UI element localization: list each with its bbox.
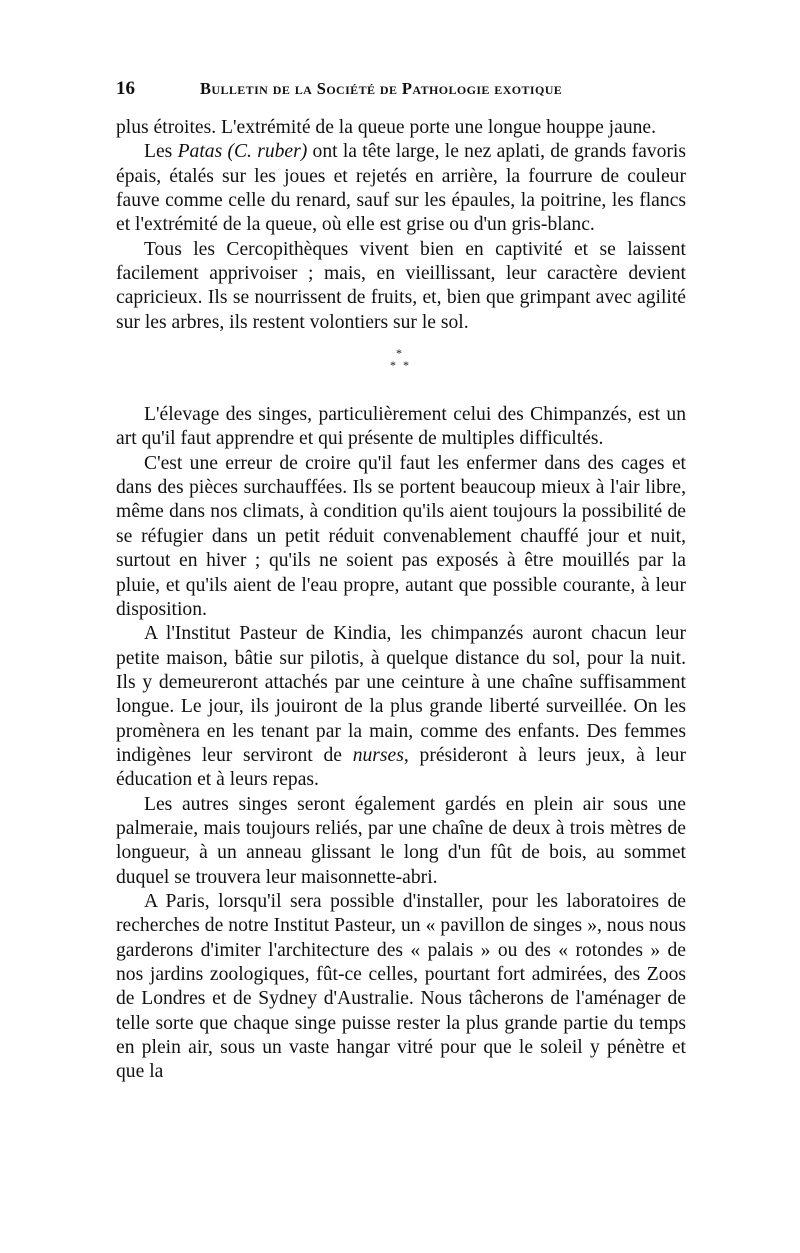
section-elevage-singes [116,403,686,1085]
paragraph-text: Les [144,141,178,163]
asterism-star: * [403,358,409,373]
italic-text: Patas (C. ruber) [177,141,308,163]
asterism-separator [116,335,686,383]
paragraph [116,622,686,792]
paragraph-text: C'est une erreur de croire qu'il faut les enfermer dans des cages et dans des pièces surchauffées. Ils se portent beaucoup mieux à l'air libre, même dans nos climats, à condition qu'ils aient toujours la possibilité de se réfugier dans un petit réduit convenablement chauffé jour et nuit, surtout en hiver ; qu'ils ne soient pas exposés à être mouillés par la pluie, et qu'ils aient de l'eau propre, autant que possible courante, à leur disposition. [116,452,686,620]
paragraph-text: , présideront à leurs jeux, à leur éducation et à leurs repas. [116,744,686,791]
paragraph-text: ont la tête large, le nez aplati, de grands favoris épais, étalés sur les joues et rejetés en arrière, la fourrure de couleur fauve comme celle du renard, sauf sur les épaules, la poitrine, les flancs et l'extrémité de la queue, où elle est grise ou d'un gris-blanc. [116,141,686,236]
body-text [116,116,686,1085]
paragraph [116,140,686,237]
section-gap [116,383,686,403]
running-title: Bulletin de la Société de Pathologie exotique [200,79,563,98]
paragraph-text: Tous les Cercopithèques vivent bien en captivité et se laissent facilement apprivoiser ; mais, en vieillissant, leur caractère devient capricieux. Ils se nourrissent de fruits, et, bien que grimpant avec agilité sur les arbres, ils restent volontiers sur le sol. [116,238,686,333]
paragraph-text: L'élevage des singes, particulièrement celui des Chimpanzés, est un art qu'il faut apprendre et qui présente de multiples difficultés. [116,404,686,450]
paragraph [116,116,686,140]
asterism-star: * [396,346,402,361]
document-page [116,78,686,1085]
paragraph-text: A l'Institut Pasteur de Kindia, les chimpanzés auront chacun leur petite maison, bâtie sur pilotis, à quelque distance du sol, pour la nuit. Ils y demeureront attachés par une ceinture à une chaîne suffisamment longue. Le jour, ils jouiront de la plus grande liberté surveillée. On les promènera en les tenant par la main, comme des enfants. Des femmes indigènes leur serviront de [116,623,686,766]
paragraph [116,452,686,622]
paragraph-text: plus étroites. L'extrémité de la queue porte une longue houppe jaune. [116,117,657,138]
asterism-star: * [390,358,396,373]
italic-text: nurses [352,744,404,766]
paragraph [116,793,686,890]
paragraph [116,238,686,335]
page-number: 16 [116,78,135,99]
paragraph [116,403,686,452]
paragraph-text: A Paris, lorsqu'il sera possible d'installer, pour les laboratoires de recherches de notre Institut Pasteur, un « pavillon de singes », nous nous garderons d'imiter l'architecture des « palais » ou des « rotondes » de nos jardins zoologiques, fût-ce celles, pourtant fort admirées, des Zoos de Londres et de Sydney d'Australie. Nous tâcherons de l'aménager de telle sorte que chaque singe puisse rester la plus grande partie du temps en plein air, sous un vaste hangar vitré pour que le soleil y pénètre et que la [116,890,686,1083]
paragraph-text: Les autres singes seront également gardés en plein air sous une palmeraie, mais toujours reliés, par une chaîne de deux à trois mètres de longueur, à un anneau glissant le long d'un fût de bois, au sommet duquel se trouvera leur maisonnette-abri. [116,793,686,888]
page-header [116,78,686,104]
paragraph [116,890,686,1085]
section-cercopitheques [116,116,686,335]
